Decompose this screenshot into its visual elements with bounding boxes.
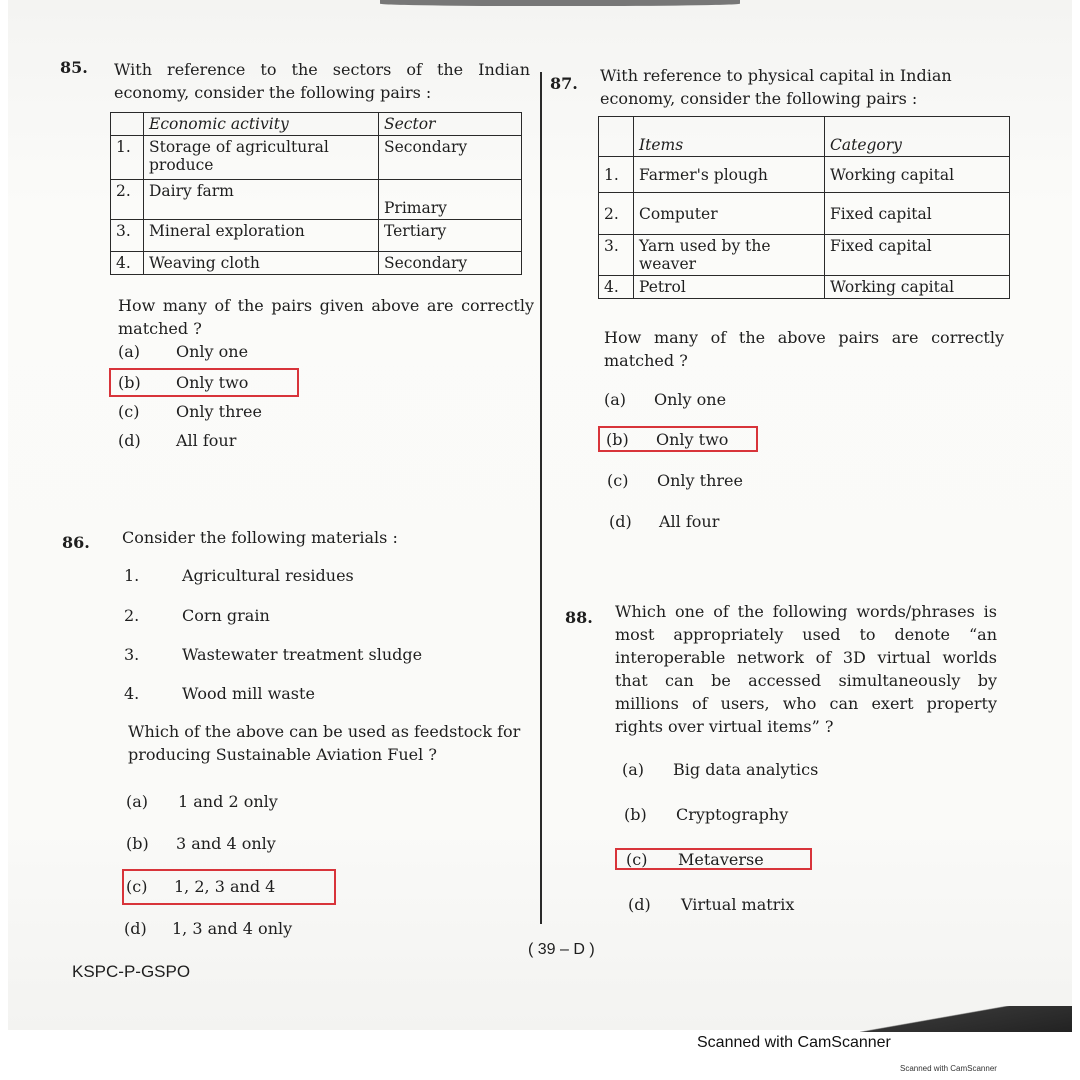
row-number: 2.	[599, 193, 634, 235]
list-item	[124, 606, 270, 625]
row-activity: Mineral exploration	[144, 220, 379, 252]
option-label: (c)	[118, 402, 140, 421]
row-activity: Weaving cloth	[144, 252, 379, 275]
table-row	[111, 136, 522, 180]
table-header-items: Items	[634, 117, 825, 157]
question-85-option-c[interactable]	[118, 402, 262, 421]
item-number: 2.	[124, 606, 140, 625]
row-number: 2.	[111, 180, 144, 220]
list-item	[124, 566, 354, 585]
option-text: Only three	[176, 402, 262, 421]
question-86-option-a[interactable]	[126, 792, 278, 811]
question-85-table	[110, 112, 522, 275]
row-sector: Tertiary	[379, 220, 522, 252]
question-87-option-d[interactable]	[609, 512, 719, 531]
table-header-category: Category	[825, 117, 1010, 157]
table-row	[599, 235, 1010, 276]
option-label: (d)	[628, 895, 651, 914]
question-87-stem: With reference to physical capital in Indian economy, consider the following pairs :	[600, 66, 952, 108]
option-label: (a)	[604, 390, 627, 409]
option-text: Virtual matrix	[681, 895, 795, 914]
row-sector: Secondary	[379, 136, 522, 180]
option-label: (b)	[126, 834, 149, 853]
table-row	[599, 193, 1010, 235]
question-87-prompt: How many of the above pairs are correctly matched ?	[604, 328, 1004, 370]
scanner-watermark-small: Scanned with CamScanner	[900, 1064, 997, 1073]
question-85-option-d[interactable]	[118, 431, 236, 450]
question-88-number: 88.	[565, 608, 593, 627]
option-text: Only three	[657, 471, 743, 490]
question-85-prompt: How many of the pairs given above are correctly matched ?	[118, 296, 534, 338]
option-label: (a)	[622, 760, 645, 779]
column-divider	[540, 72, 542, 924]
row-sector: Secondary	[379, 252, 522, 275]
option-text: Only one	[176, 342, 249, 361]
page-corner-shadow	[860, 1006, 1072, 1032]
answer-highlight-86	[122, 869, 336, 905]
item-text: Corn grain	[182, 606, 270, 625]
answer-highlight-88	[615, 848, 812, 870]
booklet-code: KSPC-P-GSPO	[72, 962, 191, 981]
table-header-row	[599, 117, 1010, 157]
option-label: (d)	[118, 431, 141, 450]
option-label: (d)	[609, 512, 632, 531]
option-label: (c)	[607, 471, 629, 490]
row-item: Computer	[634, 193, 825, 235]
row-number: 4.	[599, 276, 634, 299]
row-category: Working capital	[825, 157, 1010, 193]
table-row	[599, 157, 1010, 193]
option-text: Metaverse	[678, 850, 764, 869]
option-text: All four	[176, 431, 237, 450]
table-header-num	[111, 113, 144, 136]
question-86-number: 86.	[62, 533, 90, 552]
option-text: Only two	[176, 373, 249, 392]
row-number: 3.	[599, 235, 634, 276]
table-row	[111, 180, 522, 220]
table-header-sector: Sector	[379, 113, 522, 136]
option-text: 1, 3 and 4 only	[172, 919, 293, 938]
option-label: (a)	[126, 792, 149, 811]
table-header-activity: Economic activity	[144, 113, 379, 136]
row-category: Fixed capital	[825, 235, 1010, 276]
option-text: Only two	[656, 430, 729, 449]
option-label: (b)	[118, 373, 141, 392]
question-87-option-c[interactable]	[607, 471, 743, 490]
row-item: Farmer's plough	[634, 157, 825, 193]
question-85-option-a[interactable]	[118, 342, 248, 361]
question-87-number: 87.	[550, 74, 578, 93]
table-header-row	[111, 113, 522, 136]
question-88-option-b[interactable]	[624, 805, 788, 824]
table-row	[599, 276, 1010, 299]
list-item	[124, 645, 422, 664]
option-label: (c)	[626, 850, 648, 869]
row-number: 1.	[599, 157, 634, 193]
item-number: 1.	[124, 566, 140, 585]
scanner-watermark: Scanned with CamScanner	[697, 1034, 891, 1051]
row-activity: Dairy farm	[144, 180, 379, 220]
table-header-num	[599, 117, 634, 157]
item-text: Wood mill waste	[182, 684, 315, 703]
question-88-option-d[interactable]	[628, 895, 794, 914]
answer-highlight-87	[598, 426, 758, 452]
list-item	[124, 684, 315, 703]
question-85-number: 85.	[60, 58, 88, 77]
option-text: All four	[659, 512, 720, 531]
question-86-stem: Consider the following materials :	[122, 528, 398, 547]
table-row	[111, 252, 522, 275]
item-number: 3.	[124, 645, 140, 664]
page-edge-shadow	[380, 0, 740, 6]
row-item: Yarn used by the weaver	[634, 235, 825, 276]
question-86-option-d[interactable]	[124, 919, 292, 938]
option-text: Big data analytics	[673, 760, 819, 779]
option-text: 1 and 2 only	[178, 792, 278, 811]
row-number: 3.	[111, 220, 144, 252]
option-text: 1, 2, 3 and 4	[174, 877, 276, 896]
question-86-prompt: Which of the above can be used as feedstock for producing Sustainable Aviation Fuel ?	[128, 722, 521, 764]
row-category: Working capital	[825, 276, 1010, 299]
option-text: 3 and 4 only	[176, 834, 276, 853]
option-text: Only one	[654, 390, 727, 409]
answer-highlight-85	[109, 368, 299, 397]
question-87-table	[598, 116, 1010, 299]
row-number: 1.	[111, 136, 144, 180]
option-label: (a)	[118, 342, 141, 361]
option-label: (b)	[624, 805, 647, 824]
option-label: (d)	[124, 919, 147, 938]
option-text: Cryptography	[676, 805, 789, 824]
question-86-option-b[interactable]	[126, 834, 276, 853]
question-88-option-a[interactable]	[622, 760, 818, 779]
row-item: Petrol	[634, 276, 825, 299]
row-number: 4.	[111, 252, 144, 275]
question-88-stem: Which one of the following words/phrases is most appropriately used to denote “an interoperable network of 3D virtual worlds that can be accessed simultaneously by millions of users, who can exert property rights over virtual items” ?	[615, 602, 997, 736]
row-category: Fixed capital	[825, 193, 1010, 235]
option-label: (c)	[126, 877, 148, 896]
question-85-stem: With reference to the sectors of the Indian economy, consider the following pairs :	[114, 60, 530, 102]
item-text: Wastewater treatment sludge	[182, 645, 423, 664]
item-text: Agricultural residues	[182, 566, 354, 585]
page-number: ( 39 – D )	[528, 941, 595, 958]
item-number: 4.	[124, 684, 140, 703]
question-87-option-a[interactable]	[604, 390, 726, 409]
row-sector: Primary	[379, 180, 522, 220]
option-label: (b)	[606, 430, 629, 449]
table-row	[111, 220, 522, 252]
row-activity: Storage of agricultural produce	[144, 136, 379, 180]
